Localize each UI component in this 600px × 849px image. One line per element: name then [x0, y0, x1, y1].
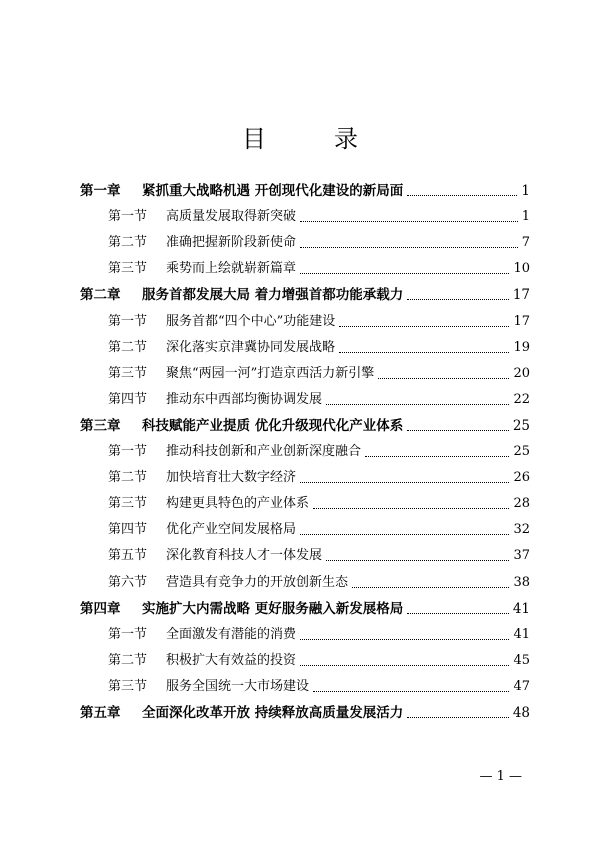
toc-page-number: 10: [513, 261, 530, 277]
chapter-number: 第三章: [80, 417, 121, 434]
section-heading: 推动科技创新和产业创新深度融合: [166, 444, 362, 459]
dot-leader: [300, 246, 518, 248]
section-heading: 营造具有竞争力的开放创新生态: [166, 574, 349, 590]
section-heading: 构建更具特色的产业体系: [166, 496, 310, 512]
section-number: 第二节: [108, 652, 148, 668]
section-heading: 准确把握新阶段新使命: [166, 235, 297, 251]
section-heading: 加快培育壮大数字经济: [166, 470, 297, 486]
toc-page-number: 37: [513, 548, 530, 564]
toc-section-entry[interactable]: [108, 622, 530, 648]
toc-section-entry[interactable]: [108, 439, 530, 465]
section-heading: 服务首都“四个中心”功能建设: [166, 313, 336, 329]
section-number: 第一节: [108, 444, 148, 459]
toc-page-number: 48: [512, 705, 530, 721]
toc-section-entry[interactable]: [108, 361, 530, 387]
section-heading: 积极扩大有效益的投资: [166, 652, 297, 668]
toc-section-entry[interactable]: [108, 465, 530, 491]
toc-section-entry[interactable]: [108, 491, 530, 517]
toc-section-entry[interactable]: [108, 204, 530, 230]
dot-leader: [407, 716, 509, 718]
section-number: 第一节: [108, 626, 148, 642]
dot-leader: [339, 351, 509, 353]
section-heading: 乘势而上绘就崭新篇章: [166, 261, 297, 277]
dot-leader: [352, 586, 509, 588]
toc-section-entry[interactable]: [108, 570, 530, 596]
chapter-number: 第一章: [80, 183, 121, 199]
toc-page-number: 20: [513, 365, 530, 381]
section-heading: 推动东中西部均衡协调发展: [166, 391, 323, 407]
toc-page-number: 45: [513, 652, 530, 668]
section-number: 第一节: [108, 313, 148, 329]
toc-section-entry[interactable]: [108, 387, 530, 413]
toc-page-number: 25: [513, 444, 530, 459]
dot-leader: [326, 403, 509, 405]
toc-page-number: 41: [512, 600, 530, 617]
dot-leader: [300, 481, 509, 483]
section-number: 第二节: [108, 470, 148, 486]
toc-section-entry[interactable]: [108, 335, 530, 361]
dot-leader: [365, 455, 509, 457]
dot-leader: [300, 664, 509, 666]
dot-leader: [378, 377, 509, 379]
toc-page-number: 7: [521, 235, 530, 251]
section-number: 第四节: [108, 522, 148, 538]
section-number: 第六节: [108, 574, 148, 590]
section-number: 第三节: [108, 365, 148, 381]
toc-page-number: 47: [513, 678, 530, 694]
chapter-number: 第五章: [80, 705, 121, 721]
toc-page-number: 26: [513, 470, 530, 486]
dot-leader: [300, 533, 509, 535]
dot-leader: [407, 298, 509, 300]
dot-leader: [407, 612, 509, 614]
toc-section-entry[interactable]: [108, 256, 530, 282]
dot-leader: [313, 507, 509, 509]
toc-section-entry[interactable]: [108, 230, 530, 256]
section-number: 第三节: [108, 678, 148, 694]
toc-section-entry[interactable]: [108, 674, 530, 700]
section-number: 第二节: [108, 235, 148, 251]
page-number-footer: — 1 —: [479, 769, 522, 784]
toc-section-entry[interactable]: [108, 543, 530, 569]
chapter-number: 第二章: [80, 287, 121, 304]
toc-page-number: 25: [512, 417, 530, 434]
section-number: 第三节: [108, 261, 148, 277]
toc-chapter-entry[interactable]: [80, 282, 530, 308]
section-heading: 深化落实京津冀协同发展战略: [166, 339, 336, 355]
section-heading: 高质量发展取得新突破: [166, 209, 297, 225]
toc-chapter-entry[interactable]: [80, 596, 530, 622]
dot-leader: [407, 429, 509, 431]
toc-section-entry[interactable]: [108, 517, 530, 543]
section-heading: 服务全国统一大市场建设: [166, 678, 310, 694]
dot-leader: [300, 638, 509, 640]
dot-leader: [300, 272, 509, 274]
toc-page-number: 38: [513, 574, 530, 590]
toc-page-number: 32: [513, 522, 530, 538]
dot-leader: [339, 325, 509, 327]
toc-page-number: 1: [521, 209, 530, 225]
toc-page-number: 19: [513, 339, 530, 355]
chapter-heading: 科技赋能产业提质 优化升级现代化产业体系: [142, 417, 404, 434]
dot-leader: [313, 690, 509, 692]
toc-page-number: 22: [513, 391, 530, 407]
chapter-number: 第四章: [80, 600, 121, 617]
toc-page-number: 41: [513, 626, 530, 642]
section-heading: 全面激发有潜能的消费: [166, 626, 297, 642]
toc-page-number: 1: [521, 183, 530, 199]
toc-page-number: 17: [513, 313, 530, 329]
section-number: 第三节: [108, 496, 148, 512]
section-heading: 聚焦“两园一河”打造京西活力新引擎: [166, 365, 375, 381]
section-number: 第四节: [108, 391, 148, 407]
dot-leader: [300, 220, 518, 222]
toc-chapter-entry[interactable]: [80, 178, 530, 204]
section-heading: 优化产业空间发展格局: [166, 522, 297, 538]
dot-leader: [407, 194, 517, 196]
toc-chapter-entry[interactable]: [80, 413, 530, 439]
section-number: 第五节: [108, 548, 148, 564]
chapter-heading: 服务首都发展大局 着力增强首都功能承载力: [142, 287, 404, 304]
toc-chapter-entry[interactable]: [80, 700, 530, 726]
chapter-heading: 紧抓重大战略机遇 开创现代化建设的新局面: [142, 183, 404, 199]
toc-page-number: 28: [513, 496, 530, 512]
toc-section-entry[interactable]: [108, 309, 530, 335]
toc-section-entry[interactable]: [108, 648, 530, 674]
chapter-heading: 实施扩大内需战略 更好服务融入新发展格局: [142, 600, 404, 617]
section-heading: 深化教育科技人才一体发展: [166, 548, 323, 564]
chapter-heading: 全面深化改革开放 持续释放高质量发展活力: [142, 705, 404, 721]
page-title: 目 录: [242, 125, 380, 153]
section-number: 第一节: [108, 209, 148, 225]
dot-leader: [326, 559, 509, 561]
toc-page-number: 17: [512, 287, 530, 304]
section-number: 第二节: [108, 339, 148, 355]
